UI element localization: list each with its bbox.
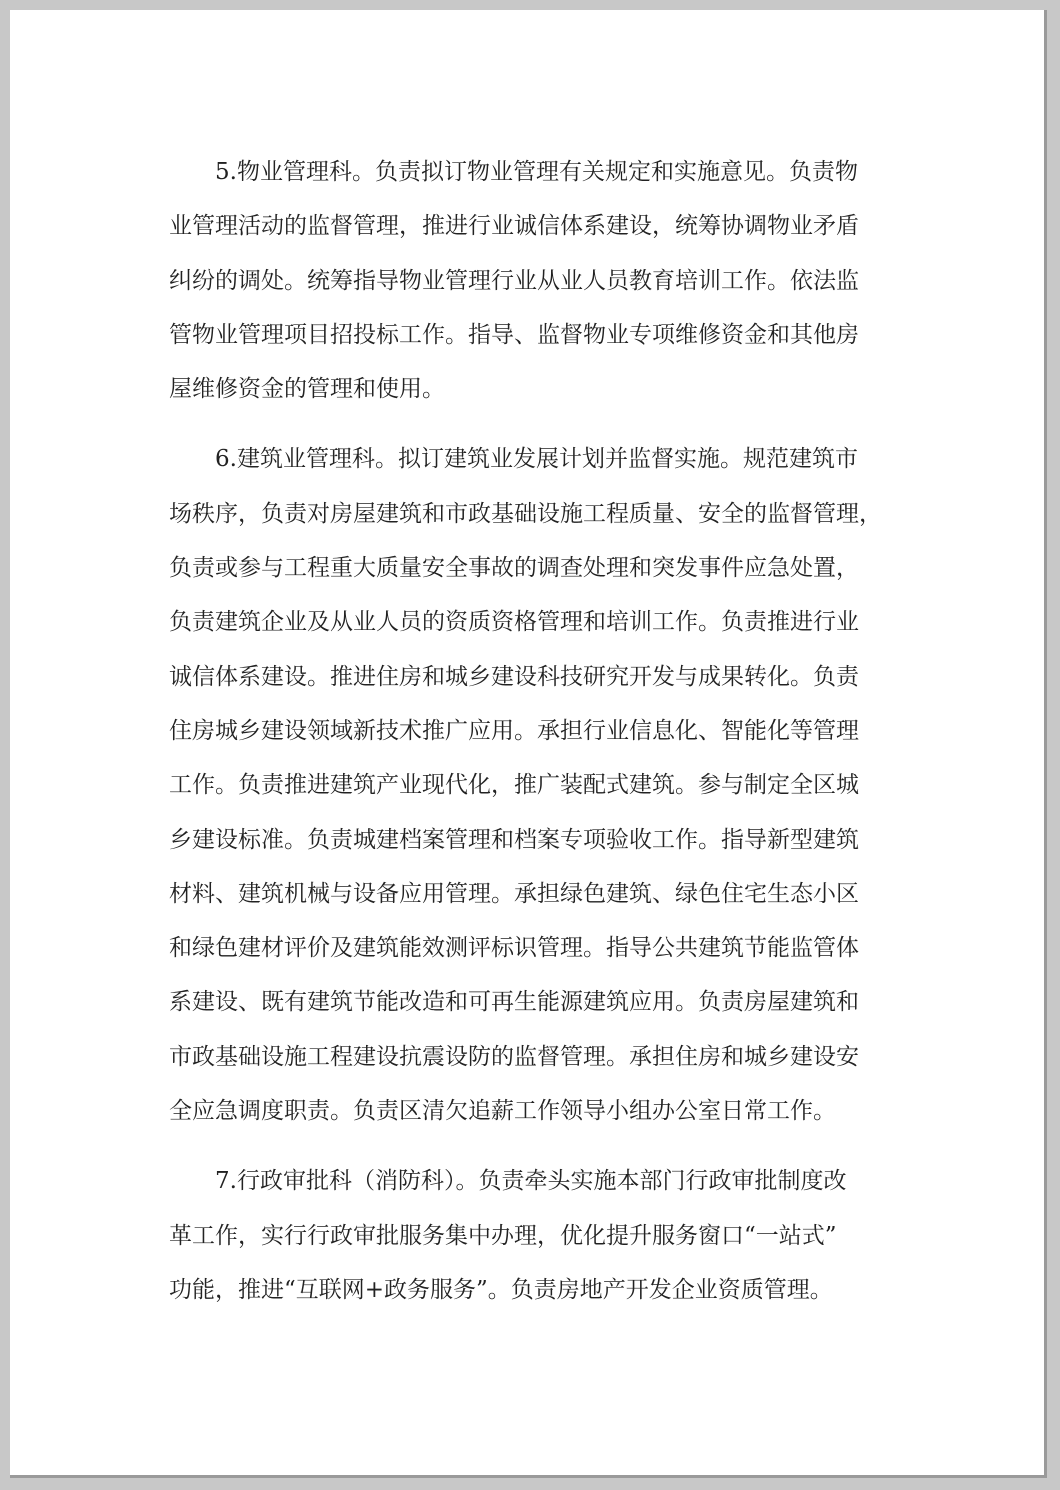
text-line: 5.物业管理科。负责拟订物业管理有关规定和实施意见。负责物 xyxy=(215,159,858,185)
text-line: 全应急调度职责。负责区清欠追薪工作领导小组办公室日常工作。 xyxy=(169,1098,836,1125)
document-page xyxy=(10,10,1047,1478)
text-line: 诚信体系建设。推进住房和城乡建设科技研究开发与成果转化。负责 xyxy=(169,663,859,690)
text-line: 革工作，实行行政审批服务集中办理，优化提升服务窗口“一站式” xyxy=(169,1222,837,1249)
text-line: 场秩序，负责对房屋建筑和市政基础设施工程质量、安全的监督管理， xyxy=(169,500,882,527)
text-line: 功能，推进“互联网+政务服务”。负责房地产开发企业资质管理。 xyxy=(169,1276,833,1303)
text-line: 屋维修资金的管理和使用。 xyxy=(169,376,445,403)
paragraph-administrative-approval xyxy=(169,1154,889,1317)
text-line: 管物业管理项目招投标工作。指导、监督物业专项维修资金和其他房 xyxy=(169,321,859,348)
text-line: 系建设、既有建筑节能改造和可再生能源建筑应用。负责房屋建筑和 xyxy=(169,989,859,1016)
text-line: 负责或参与工程重大质量安全事故的调查处理和突发事件应急处置， xyxy=(169,555,859,582)
text-line: 和绿色建材评价及建筑能效测评标识管理。指导公共建筑节能监管体 xyxy=(169,935,859,962)
document-body xyxy=(169,145,889,1317)
text-line: 住房城乡建设领域新技术推广应用。承担行业信息化、智能化等管理 xyxy=(169,717,859,744)
text-line: 负责建筑企业及从业人员的资质资格管理和培训工作。负责推进行业 xyxy=(169,609,859,636)
text-line: 乡建设标准。负责城建档案管理和档案专项验收工作。指导新型建筑 xyxy=(169,826,859,853)
text-line: 工作。负责推进建筑产业现代化，推广装配式建筑。参与制定全区城 xyxy=(169,772,859,799)
text-line: 6.建筑业管理科。拟订建筑业发展计划并监督实施。规范建筑市 xyxy=(215,446,858,473)
text-line: 市政基础设施工程建设抗震设防的监督管理。承担住房和城乡建设安 xyxy=(169,1043,859,1070)
text-line: 材料、建筑机械与设备应用管理。承担绿色建筑、绿色住宅生态小区 xyxy=(169,880,859,907)
text-line: 业管理活动的监督管理，推进行业诚信体系建设，统筹协调物业矛盾 xyxy=(169,213,859,240)
text-line: 7.行政审批科（消防科）。负责牵头实施本部门行政审批制度改 xyxy=(215,1168,847,1195)
paragraph-property-management xyxy=(169,145,889,416)
paragraph-construction-management xyxy=(169,432,889,1138)
text-line: 纠纷的调处。统筹指导物业管理行业从业人员教育培训工作。依法监 xyxy=(169,267,859,294)
